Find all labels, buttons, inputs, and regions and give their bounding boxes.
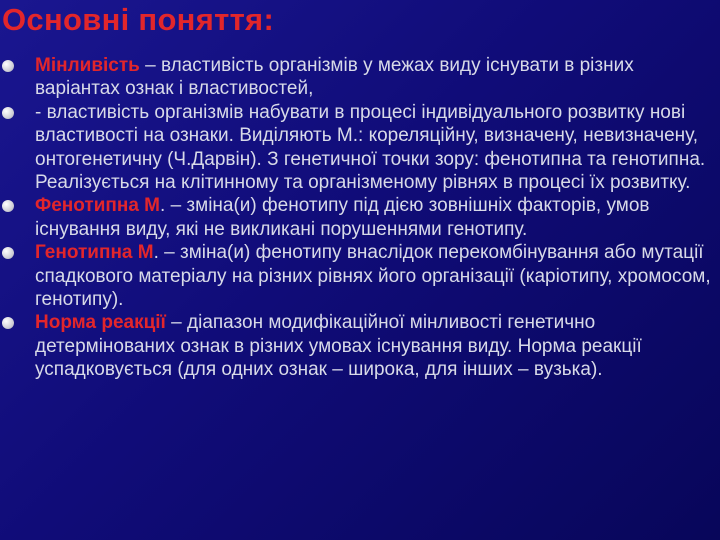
bullet-item-genotypic xyxy=(0,241,716,311)
bullet-list xyxy=(0,54,716,382)
bullet-dot-icon xyxy=(2,60,14,72)
bullet-text: . – зміна(и) фенотипу під дією зовнішніх факторів, умов існування виду, які не викликані порушеннями генотипу. xyxy=(35,195,650,240)
bullet-dot-icon xyxy=(2,200,14,212)
bullet-text: – властивість організмів у межах виду існувати в різних варіантах ознак і властивостей, xyxy=(35,55,634,100)
bullet-text: - властивість організмів набувати в процесі індивідуального розвитку нові властивості на ознаки. Виділяють М.: кореляційну, визначену, невизначену, онтогенетичну (Ч.Дарвін). З генетичної точки зору: фенотипна та генотипна. Реалізується на клітинному та організменому рівнях в процесі їх розвитку. xyxy=(35,101,706,194)
bullet-dot-icon xyxy=(2,317,14,329)
bullet-item-reaction-norm xyxy=(0,311,716,381)
bullet-term: Мінливість xyxy=(35,55,140,76)
bullet-item-variability xyxy=(0,54,716,101)
bullet-text: . – зміна(и) фенотипу внаслідок перекомбінування або мутації спадкового матеріалу на різних рівнях його організації (каріотипу, хромосом, генотипу). xyxy=(35,242,711,311)
bullet-term: Норма реакції xyxy=(35,312,166,334)
bullet-text: – діапазон модифікаційної мінливості генетично детермінованих ознак в різних умовах існування виду. Норма реакції успадковується (для одних ознак – широка, для інших – вузька). xyxy=(35,312,642,381)
bullet-term: Генотипна М xyxy=(35,242,154,264)
bullet-dot-icon xyxy=(2,107,14,119)
bullet-term: Фенотипна М xyxy=(35,195,161,217)
bullet-item-property xyxy=(0,101,716,195)
slide-title: Основні поняття: xyxy=(2,2,275,37)
bullet-item-phenotypic xyxy=(0,194,716,241)
bullet-dot-icon xyxy=(2,247,14,259)
